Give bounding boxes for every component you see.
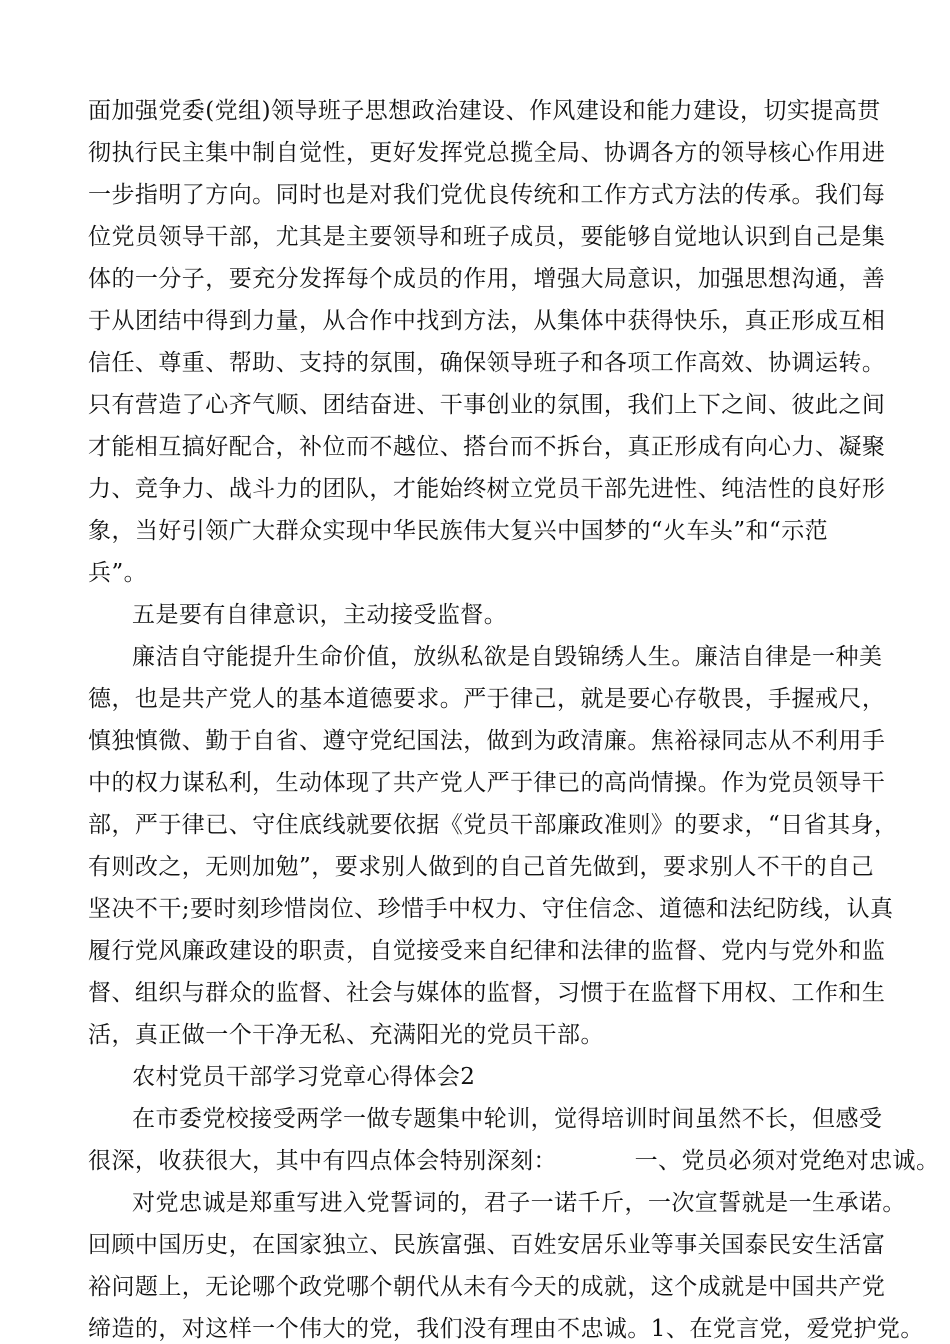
text-line: 只有营造了心齐气顺、团结奋进、干事创业的氛围，我们上下之间、彼此之间 xyxy=(88,392,886,418)
text-line: 面加强党委(党组)领导班子思想政治建设、作风建设和能力建设，切实提高贯 xyxy=(88,98,881,124)
text-line: 一步指明了方向。同时也是对我们党优良传统和工作方式方法的传承。我们每 xyxy=(88,182,886,208)
article-title: 农村党员干部学习党章心得体会2 xyxy=(132,1064,476,1090)
text-line: 位党员领导干部，尤其是主要领导和班子成员，要能够自觉地认识到自己是集 xyxy=(88,224,886,250)
text-line: 德，也是共产党人的基本道德要求。严于律己，就是要心存敬畏，手握戒尺， xyxy=(88,686,886,712)
text-line: 裕问题上，无论哪个政党哪个朝代从未有今天的成就，这个成就是中国共产党 xyxy=(88,1274,886,1300)
text-line: 中的权力谋私利，生动体现了共产党人严于律已的高尚情操。作为党员领导干 xyxy=(88,770,886,796)
text-line: 彻执行民主集中制自觉性，更好发挥党总揽全局、协调各方的领导核心作用进 xyxy=(88,140,886,166)
text-line: 督、组织与群众的监督、社会与媒体的监督，习惯于在监督下用权、工作和生 xyxy=(88,980,886,1006)
paragraph-start-line: 在市委党校接受两学一做专题集中轮训，觉得培训时间虽然不长，但感受 xyxy=(132,1106,883,1132)
text-line: 信任、尊重、帮助、支持的氛围，确保领导班子和各项工作高效、协调运转。 xyxy=(88,350,886,376)
text-line: 活，真正做一个干净无私、充满阳光的党员干部。 xyxy=(88,1022,604,1048)
text-line: 慎独慎微、勤于自省、遵守党纪国法，做到为政清廉。焦裕禄同志从不利用手 xyxy=(88,728,886,754)
text-line: 坚决不干;要时刻珍惜岗位、珍惜手中权力、守住信念、道德和法纪防线，认真 xyxy=(88,896,894,922)
paragraph-start-line: 对党忠诚是郑重写进入党誓词的，君子一诺千斤，一次宣誓就是一生承诺。 xyxy=(132,1190,906,1216)
text-line: 回顾中国历史，在国家独立、民族富强、百姓安居乐业等事关国泰民安生活富 xyxy=(88,1232,886,1258)
text-line: 体的一分子，要充分发挥每个成员的作用，增强大局意识，加强思想沟通，善 xyxy=(88,266,886,292)
text-line: 力、竞争力、战斗力的团队，才能始终树立党员干部先进性、纯洁性的良好形 xyxy=(88,476,886,502)
text-line: 很深，收获很大，其中有四点体会特别深刻： 一、党员必须对党绝对忠诚。 xyxy=(88,1148,940,1174)
text-line: 象，当好引领广大群众实现中华民族伟大复兴中国梦的“火车头”和“示范 xyxy=(88,518,829,544)
section-heading: 五是要有自律意识，主动接受监督。 xyxy=(132,602,508,628)
text-line: 于从团结中得到力量，从合作中找到方法，从集体中获得快乐，真正形成互相 xyxy=(88,308,886,334)
paragraph-start-line: 廉洁自守能提升生命价值，放纵私欲是自毁锦绣人生。廉洁自律是一种美 xyxy=(132,644,883,670)
text-line: 兵”。 xyxy=(88,560,148,586)
text-line: 缔造的，对这样一个伟大的党，我们没有理由不忠诚。1、在党言党，爱党护党。 xyxy=(88,1316,924,1342)
text-line: 部，严于律已、守住底线就要依据《党员干部廉政准则》的要求，“日省其身， xyxy=(88,812,898,838)
text-line: 有则改之，无则加勉”，要求别人做到的自己首先做到，要求别人不干的自己 xyxy=(88,854,875,880)
text-line: 才能相互搞好配合，补位而不越位、搭台而不拆台，真正形成有向心力、凝聚 xyxy=(88,434,886,460)
text-line: 履行党风廉政建设的职责，自觉接受来自纪律和法律的监督、党内与党外和监 xyxy=(88,938,886,964)
